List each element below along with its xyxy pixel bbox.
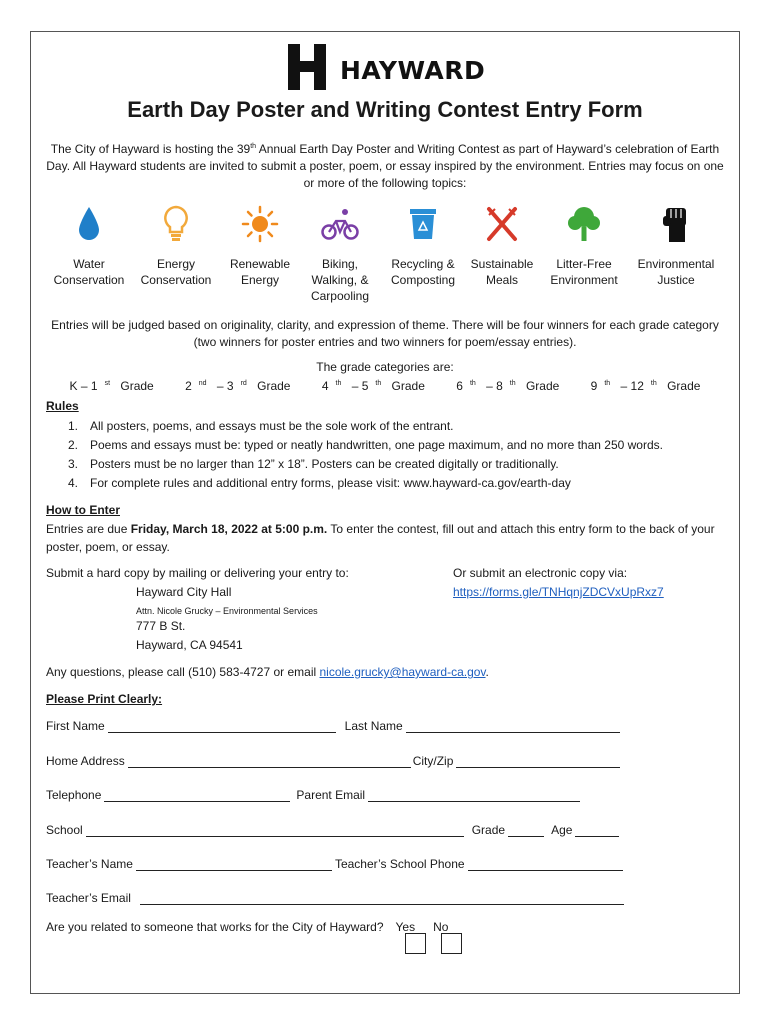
name-row [46,719,620,733]
email-link[interactable]: nicole.grucky@hayward-ca.gov [319,665,486,679]
parent-email-label: Parent Email [296,788,366,802]
judging-paragraph: Entries will be judged based on originality, clarity, and expression of theme. There will be four winners for each grade category (two winners for poster entries and two winners for poem/essay entries). [51,318,719,349]
page-title: Earth Day Poster and Writing Contest Entry Form [127,97,643,122]
first-name-field[interactable] [108,721,336,733]
fork-knife-icon [485,206,519,242]
home-address-field[interactable] [128,756,411,768]
list-item: 4. For complete rules and additional entry forms, please visit: www.hayward-ca.gov/earth-day [68,476,571,490]
grades-title: The grade categories are: [316,360,454,374]
topic-recycling: Recycling & Composting [380,202,466,288]
address-line: Hayward City Hall [136,585,232,599]
hayward-logo [288,44,485,90]
teacher-email-field[interactable] [140,893,624,905]
grade-category: 6 $^{th}$ – 8 $^{th}$ Grade [456,379,560,393]
yes-label: Yes [395,920,416,934]
last-name-field[interactable] [406,721,620,733]
due-date-paragraph: Entries are due Friday, March 18, 2022 at 5:00 p.m. To enter the contest, fill out and attach this entry form to the back of your poster, poem, or essay. [46,522,715,554]
grade-label: Grade [471,823,506,837]
related-question: Are you related to someone that works for the City of Hayward? [46,920,384,934]
related-row [46,920,448,934]
last-name-label: Last Name [344,719,403,733]
how-to-enter-heading: How to Enter [46,503,120,517]
home-address-label: Home Address [46,754,125,768]
yes-checkbox[interactable] [405,933,426,954]
teacher-name-label: Teacher’s Name [46,857,133,871]
online-label: Or submit an electronic copy via: [453,566,628,580]
grade-category: K – 1 $^{st}$ Grade [69,379,154,393]
list-item: 3. Posters must be no larger than 12” x 18”. Posters can be created digitally or traditionally. [68,457,559,471]
teacher-row [46,857,623,871]
teacher-email-row [46,891,624,905]
address-row [46,754,620,768]
age-label: Age [551,823,573,837]
telephone-row [46,788,580,802]
topic-water: Water Conservation [46,202,132,288]
topic-meals: Sustainable Meals [466,202,538,288]
mail-label: Submit a hard copy by mailing or delivering your entry to: [46,566,349,580]
teacher-name-field[interactable] [136,859,332,871]
topic-litter-free: Litter-Free Environment [538,202,630,288]
address-street: 777 B St. [136,619,186,633]
online-form-link[interactable]: https://forms.gle/TNHqnjZDCVxUpRxz7 [453,585,664,599]
telephone-field[interactable] [104,790,290,802]
grade-category: 9 $^{th}$ – 12 $^{th}$ Grade [590,379,701,393]
grade-category: 4 $^{th}$ – 5 $^{th}$ Grade [321,379,425,393]
school-field[interactable] [86,825,464,837]
city-zip-field[interactable] [456,756,620,768]
topic-biking: Biking, Walking, & Carpooling [300,202,380,304]
lightbulb-icon [163,205,189,243]
intro-paragraph: The City of Hayward is hosting the 39th Annual Earth Day Poster and Writing Contest as part of Hayward’s celebration of Earth Day. All Hayward students are invited to submit a poster, poem, or essay inspired by the environment. Entries may focus on one or more of the following topics: [46,142,724,190]
no-label: No [433,920,449,934]
water-drop-icon [77,206,101,242]
teacher-phone-label: Teacher’s School Phone [334,857,465,871]
parent-email-field[interactable] [368,790,580,802]
no-checkbox[interactable] [441,933,462,954]
topic-justice: Environmental Justice [630,202,722,288]
first-name-label: First Name [46,719,105,733]
questions-paragraph: Any questions, please call (510) 583-4727 or email nicole.grucky@hayward-ca.gov. [46,665,489,679]
address-city: Hayward, CA 94541 [136,638,243,652]
grade-field[interactable] [508,825,544,837]
print-clearly-heading: Please Print Clearly: [46,692,163,706]
teacher-phone-field[interactable] [468,859,623,871]
city-zip-label: City/Zip [412,754,454,768]
raised-fist-icon [661,204,691,244]
recycle-bin-icon [408,207,438,241]
address-attn: Attn. Nicole Grucky – Environmental Services [136,606,318,616]
rules-heading: Rules [46,399,79,413]
teacher-email-label: Teacher’s Email [46,891,131,905]
rules-list [68,417,663,493]
bicycle-icon [321,207,359,241]
hayward-h-logo-icon [288,44,326,90]
school-row [46,823,619,837]
topics-row [46,202,726,312]
sun-icon [241,205,279,243]
age-field[interactable] [575,825,619,837]
logo-text: HAYWARD [340,55,486,85]
tree-icon [566,205,602,243]
list-item: 2. Poems and essays must be: typed or neatly handwritten, one page maximum, and no more than 250 words. [68,438,663,452]
telephone-label: Telephone [46,788,102,802]
topic-energy: Energy Conservation [132,202,220,288]
topic-renewable: Renewable Energy [220,202,300,288]
school-label: School [46,823,83,837]
list-item: 1. All posters, poems, and essays must be the sole work of the entrant. [68,419,454,433]
grade-category: 2 $^{nd}$ – 3 $^{rd}$ Grade [185,379,291,393]
grade-categories [0,379,770,393]
